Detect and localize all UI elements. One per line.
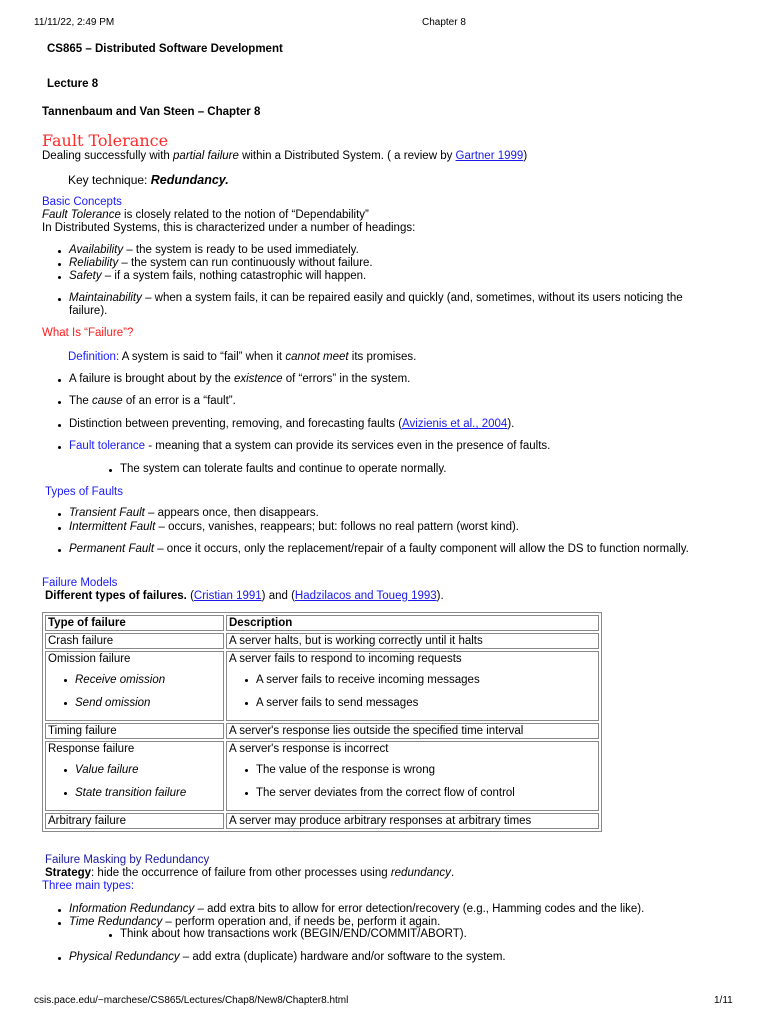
- print-datetime: 11/11/22, 2:49 PM: [34, 17, 115, 28]
- headings-line: In Distributed Systems, this is characterized under a number of headings:: [42, 222, 416, 234]
- print-url: csis.pace.edu/~marchese/CS865/Lectures/Chap8/New8/Chapter8.html: [34, 995, 349, 1006]
- failure-type-cell: Response failure Value failure State transition failure: [45, 741, 224, 811]
- cristian-link[interactable]: Cristian 1991: [193, 590, 262, 602]
- failure-desc-cell: A server fails to respond to incoming requests A server fails to receive incoming messages A server fails to send messages: [226, 651, 599, 721]
- list-item: Permanent Fault – once it occurs, only the replacement/repair of a faulty component will allow the DS to function normally.: [69, 543, 689, 555]
- table-header-row: [45, 615, 599, 631]
- hadzilacos-link[interactable]: Hadzilacos and Toueg 1993: [294, 590, 437, 602]
- list-item: Reliability – the system can run continuously without failure.: [69, 257, 373, 269]
- failure-desc-cell: A server's response is incorrect The value of the response is wrong The server deviates from the correct flow of control: [226, 741, 599, 811]
- failure-type-cell: Crash failure: [45, 633, 224, 649]
- list-item: Availability – the system is ready to be used immediately.: [69, 244, 359, 256]
- gartner-link[interactable]: Gartner 1999: [455, 150, 524, 162]
- failure-type-cell: Arbitrary failure: [45, 813, 224, 829]
- list-item: A failure is brought about by the existence of “errors” in the system.: [69, 373, 411, 385]
- list-item: Fault tolerance - meaning that a system can provide its services even in the presence of faults.: [69, 440, 551, 452]
- basic-concepts-heading: Basic Concepts: [42, 196, 122, 208]
- three-types-heading: Three main types:: [42, 880, 135, 892]
- list-item: Time Redundancy – perform operation and, if needs be, perform it again.: [69, 916, 441, 928]
- course-title: CS865 – Distributed Software Development: [47, 43, 283, 55]
- table-row: [45, 723, 599, 739]
- column-header: Type of failure: [45, 615, 224, 631]
- failure-models-subtitle: Different types of failures. (Cristian 1991) and (Hadzilacos and Toueg 1993).: [45, 590, 444, 602]
- table-row: [45, 633, 599, 649]
- failure-desc-cell: A server may produce arbitrary responses at arbitrary times: [226, 813, 599, 829]
- list-item: Think about how transactions work (BEGIN/END/COMMIT/ABORT).: [120, 928, 467, 940]
- failure-heading: What Is “Failure”?: [42, 327, 134, 339]
- table-row: [45, 651, 599, 721]
- dependability-line: Fault Tolerance is closely related to the notion of “Dependability”: [42, 209, 369, 221]
- masking-strategy: Strategy: hide the occurrence of failure from other processes using redundancy.: [45, 867, 455, 879]
- list-item: The cause of an error is a “fault”.: [69, 395, 236, 407]
- list-item: Safety – if a system fails, nothing catastrophic will happen.: [69, 270, 367, 282]
- table-row: [45, 741, 599, 811]
- list-item: Intermittent Fault – occurs, vanishes, reappears; but: follows no real pattern (worst kind).: [69, 521, 519, 533]
- fault-tolerance-intro: Dealing successfully with partial failure within a Distributed System. ( a review by Gartner 1999): [42, 150, 528, 162]
- avizienis-link[interactable]: Avizienis et al., 2004: [402, 418, 508, 430]
- failure-type-cell: Omission failure Receive omission Send omission: [45, 651, 224, 721]
- key-technique: Key technique: Redundancy.: [68, 173, 229, 187]
- list-item: Information Redundancy – add extra bits to allow for error detection/recovery (e.g., Hamming codes and the like).: [69, 903, 645, 915]
- textbook-title: Tannenbaum and Van Steen – Chapter 8: [42, 106, 261, 118]
- fault-tolerance-heading: Fault Tolerance: [42, 131, 169, 150]
- failure-type-cell: Timing failure: [45, 723, 224, 739]
- types-of-faults-heading: Types of Faults: [45, 486, 123, 498]
- failure-models-table: [42, 612, 602, 832]
- failure-definition: Definition: A system is said to “fail” when it cannot meet its promises.: [68, 351, 417, 363]
- table-row: [45, 813, 599, 829]
- print-title: Chapter 8: [422, 17, 466, 28]
- list-item: Distinction between preventing, removing, and forecasting faults (Avizienis et al., 2004).: [69, 418, 515, 430]
- list-item: Physical Redundancy – add extra (duplicate) hardware and/or software to the system.: [69, 951, 506, 963]
- list-item: Maintainability – when a system fails, it can be repaired easily and quickly (and, sometimes, without its users noticing the failure).: [69, 292, 709, 318]
- failure-desc-cell: A server halts, but is working correctly until it halts: [226, 633, 599, 649]
- failure-models-heading: Failure Models: [42, 577, 118, 589]
- masking-heading: Failure Masking by Redundancy: [45, 854, 210, 866]
- page-number: 1/11: [714, 995, 733, 1006]
- lecture-title: Lecture 8: [47, 78, 99, 90]
- list-item: Transient Fault – appears once, then disappears.: [69, 507, 319, 519]
- failure-desc-cell: A server's response lies outside the specified time interval: [226, 723, 599, 739]
- column-header: Description: [226, 615, 599, 631]
- list-item: The system can tolerate faults and continue to operate normally.: [120, 463, 447, 475]
